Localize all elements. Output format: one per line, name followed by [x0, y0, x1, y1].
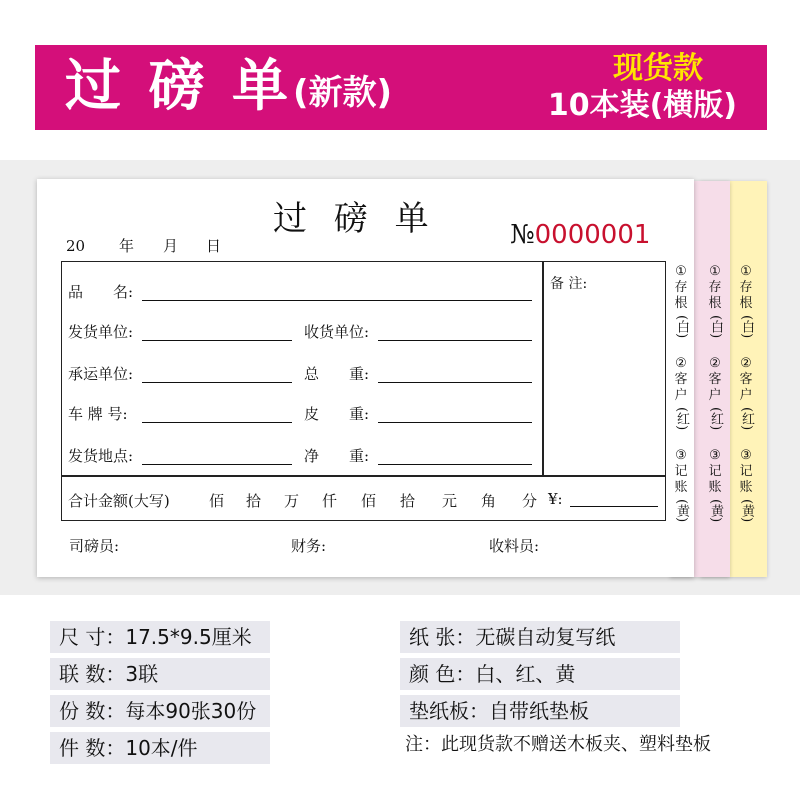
- field-receiver-label: 收货单位:: [304, 323, 370, 341]
- yellow-copy2-num: ②: [740, 356, 752, 371]
- banner-title: 过 磅 单: [65, 54, 292, 119]
- pink-copy3-name-a: 记: [708, 464, 722, 479]
- pink-copy2-color: (红): [708, 407, 723, 431]
- field-carrier-line: [142, 382, 292, 383]
- spec-parts: 联 数：3联: [50, 658, 270, 690]
- spec-colors: 颜 色：白、红、黄: [400, 658, 680, 690]
- copy2-color: (红): [674, 407, 689, 431]
- field-tare-line: [378, 422, 532, 423]
- form-title: 过 磅 单: [273, 199, 437, 239]
- date-day: 日: [206, 237, 222, 255]
- unit-fen: 分: [522, 492, 538, 510]
- total-amount-label: 合计金额(大写): [68, 492, 170, 510]
- serial-number: [510, 219, 650, 251]
- yellow-copy3-num: ③: [740, 448, 752, 463]
- copy1-name-b: 根: [674, 296, 688, 311]
- field-plate-label: 车 牌 号:: [68, 405, 128, 423]
- unit-wan: 万: [284, 492, 300, 510]
- total-divider: [62, 475, 665, 477]
- unit-yuan: 元: [442, 492, 458, 510]
- field-net-label: 净 重:: [304, 447, 370, 465]
- yellow-copy2-name-b: 户: [739, 388, 753, 403]
- unit-bai-2: 佰: [361, 492, 377, 510]
- field-location-line: [142, 464, 292, 465]
- copy-label-column-pink: [703, 264, 727, 526]
- weighing-form: [37, 179, 694, 577]
- copy3-num: ③: [675, 448, 687, 463]
- field-shipper-line: [142, 340, 292, 341]
- pink-copy2-name-a: 客: [708, 372, 722, 387]
- field-receiver-line: [378, 340, 532, 341]
- date-year: 年: [119, 237, 135, 255]
- copy2-name-b: 户: [674, 388, 688, 403]
- unit-bai-1: 佰: [209, 492, 225, 510]
- remark-divider: [542, 262, 544, 476]
- signature-receiver: 收料员:: [489, 537, 540, 555]
- pink-copy1-color: (白): [708, 315, 723, 339]
- pink-copy3-num: ③: [709, 448, 721, 463]
- field-gross-label: 总 重:: [304, 365, 370, 383]
- yellow-copy1-num: ①: [740, 264, 752, 279]
- spec-sets: 份 数：每本90张30份: [50, 695, 270, 727]
- spec-note: 注：此现货款不赠送木板夹、塑料垫板: [405, 734, 711, 755]
- field-net-line: [378, 464, 532, 465]
- yellow-copy3-color: (黄): [739, 499, 754, 523]
- copy1-color: (白): [674, 315, 689, 339]
- date-year-prefix: 20: [66, 237, 86, 255]
- pink-copy1-name-a: 存: [708, 280, 722, 295]
- field-location-label: 发货地点:: [68, 447, 134, 465]
- copy2-name-a: 客: [674, 372, 688, 387]
- banner-pack-label: 10本装(横版): [547, 88, 737, 123]
- copy-label-column-yellow: [734, 264, 758, 526]
- field-product-label: 品 名:: [68, 283, 134, 301]
- pink-copy1-num: ①: [709, 264, 721, 279]
- yen-line: [570, 506, 658, 507]
- copy2-num: ②: [675, 356, 687, 371]
- yellow-copy1-name-a: 存: [739, 280, 753, 295]
- pink-copy2-num: ②: [709, 356, 721, 371]
- banner-subtitle: (新款): [293, 73, 393, 113]
- unit-shi-1: 拾: [246, 492, 262, 510]
- yellow-copy1-name-b: 根: [739, 296, 753, 311]
- field-tare-label: 皮 重:: [304, 405, 370, 423]
- unit-jiao: 角: [481, 492, 497, 510]
- yellow-copy1-color: (白): [739, 315, 754, 339]
- copy3-name-a: 记: [674, 464, 688, 479]
- yellow-copy3-name-b: 账: [739, 480, 753, 495]
- serial-digits: 0000001: [534, 220, 651, 250]
- field-shipper-label: 发货单位:: [68, 323, 134, 341]
- unit-shi-2: 拾: [400, 492, 416, 510]
- unit-qian: 仟: [322, 492, 338, 510]
- spec-count: 件 数：10本/件: [50, 732, 270, 764]
- signature-weigher: 司磅员:: [69, 537, 120, 555]
- pink-copy2-name-b: 户: [708, 388, 722, 403]
- field-product-line: [142, 300, 532, 301]
- remark-label: 备 注:: [550, 276, 588, 292]
- banner-stock-label: 现货款: [613, 51, 703, 86]
- date-month: 月: [163, 237, 179, 255]
- spec-size: 尺 寸：17.5*9.5厘米: [50, 621, 270, 653]
- copy3-name-b: 账: [674, 480, 688, 495]
- title-banner: [35, 45, 767, 130]
- signature-finance: 财务:: [291, 537, 327, 555]
- copy1-name-a: 存: [674, 280, 688, 295]
- field-carrier-label: 承运单位:: [68, 365, 134, 383]
- pink-copy1-name-b: 根: [708, 296, 722, 311]
- copy3-color: (黄): [674, 499, 689, 523]
- yen-label: ¥:: [548, 490, 563, 508]
- copy-label-column-white: [669, 264, 693, 526]
- yellow-copy2-name-a: 客: [739, 372, 753, 387]
- copy1-num: ①: [675, 264, 687, 279]
- pink-copy3-name-b: 账: [708, 480, 722, 495]
- spec-paper: 纸 张：无碳自动复写纸: [400, 621, 680, 653]
- field-gross-line: [378, 382, 532, 383]
- yellow-copy3-name-a: 记: [739, 464, 753, 479]
- serial-symbol: №: [510, 220, 535, 250]
- form-table: [61, 261, 666, 521]
- spec-board: 垫纸板：自带纸垫板: [400, 695, 680, 727]
- yellow-copy2-color: (红): [739, 407, 754, 431]
- pink-copy3-color: (黄): [708, 499, 723, 523]
- field-plate-line: [142, 422, 292, 423]
